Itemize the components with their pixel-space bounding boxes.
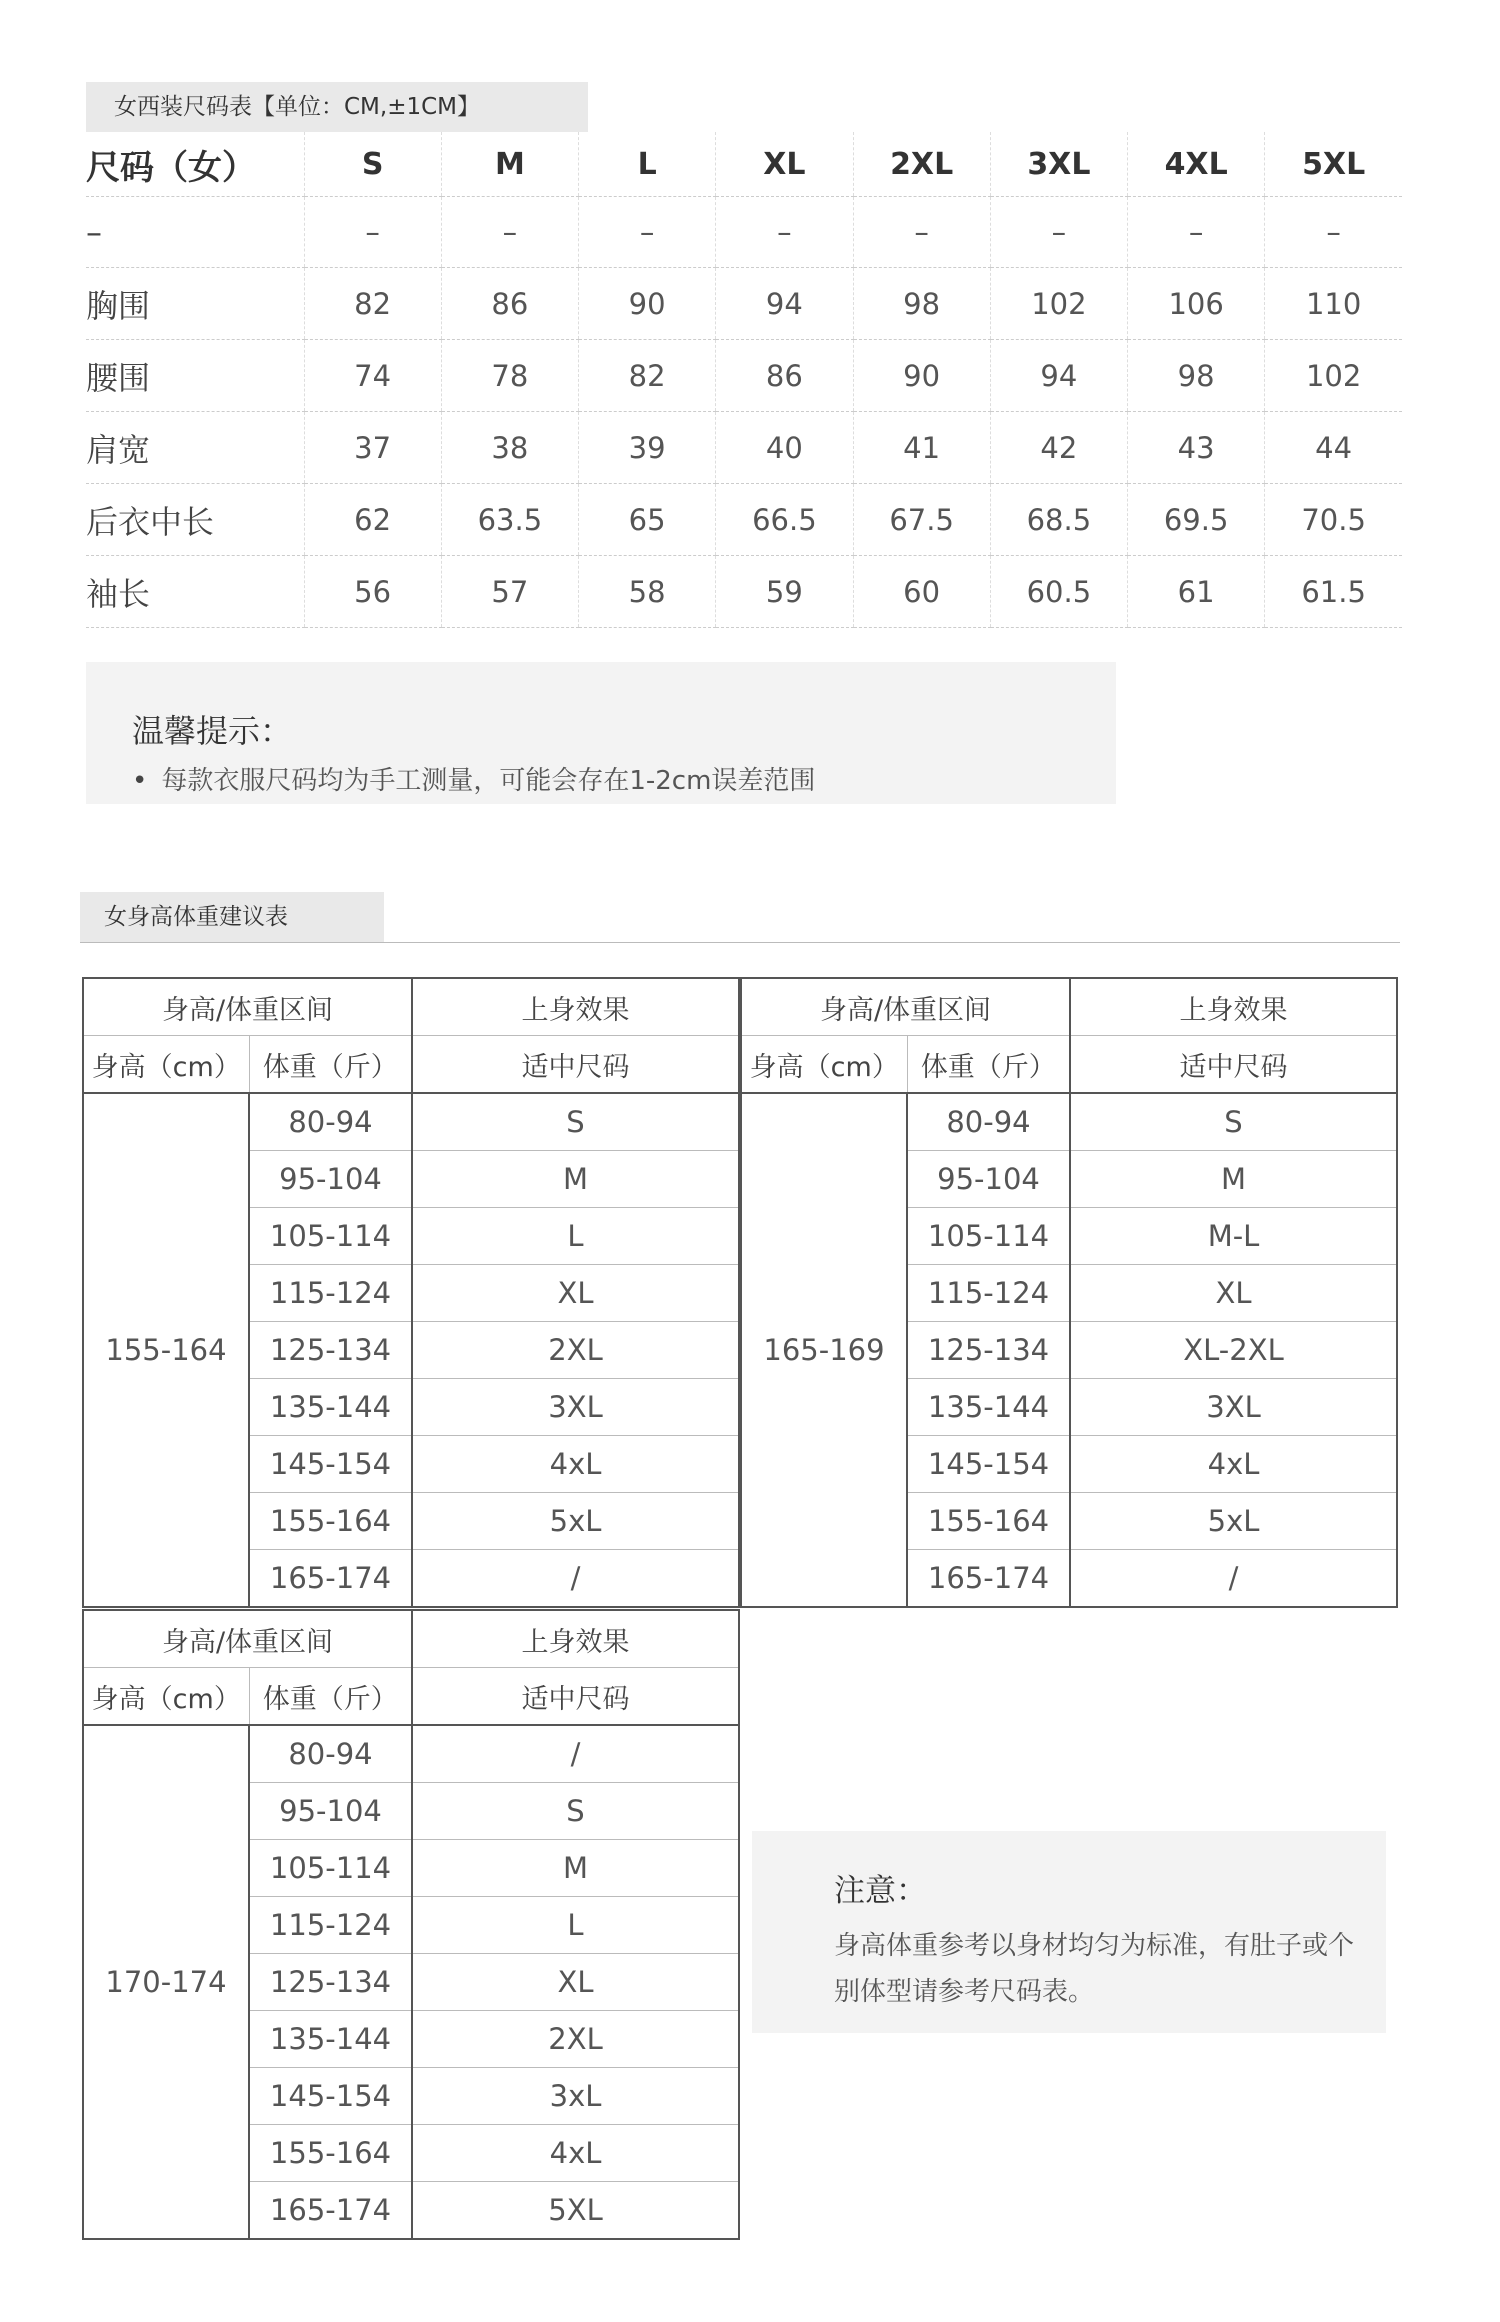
measurement-value: 90: [579, 268, 716, 340]
measurement-value: 56: [304, 556, 441, 628]
size-cell: 5XL: [412, 2182, 739, 2240]
size-cell: XL: [412, 1954, 739, 2011]
weight-range-cell: 80-94: [907, 1093, 1070, 1151]
measurement-value: 60.5: [990, 556, 1127, 628]
section-divider: [80, 942, 1400, 943]
dash-cell: –: [853, 197, 990, 268]
weight-range-cell: 135-144: [249, 2011, 412, 2068]
measurement-value: 102: [1265, 340, 1402, 412]
height-range-cell: 170-174: [83, 1725, 249, 2239]
tip-title: 温馨提示：: [132, 712, 293, 750]
height-header: 身高（cm）: [741, 1036, 907, 1094]
weight-range-cell: 125-134: [907, 1322, 1070, 1379]
measurement-label: 腰围: [86, 340, 304, 412]
height-header: 身高（cm）: [83, 1036, 249, 1094]
measurement-value: 94: [990, 340, 1127, 412]
size-cell: 4xL: [412, 2125, 739, 2182]
size-header-cell: 2XL: [853, 132, 990, 197]
height-header: 身高（cm）: [83, 1668, 249, 1726]
size-cell: /: [412, 1550, 739, 1608]
effect-header: 上身效果: [1070, 978, 1397, 1036]
weight-header: 体重（斤）: [907, 1036, 1070, 1094]
weight-range-cell: 95-104: [249, 1151, 412, 1208]
weight-header: 体重（斤）: [249, 1668, 412, 1726]
recommend-table: [740, 977, 1398, 1608]
measurement-value: 65: [579, 484, 716, 556]
measurement-value: 60: [853, 556, 990, 628]
weight-range-cell: 135-144: [249, 1379, 412, 1436]
dash-cell: –: [579, 197, 716, 268]
measurement-value: 68.5: [990, 484, 1127, 556]
weight-range-cell: 145-154: [249, 1436, 412, 1493]
dash-cell: –: [1265, 197, 1402, 268]
size-cell: 3xL: [412, 2068, 739, 2125]
measurement-row: [86, 412, 1402, 484]
measurement-value: 82: [304, 268, 441, 340]
dash-cell: –: [86, 197, 304, 268]
measurement-value: 67.5: [853, 484, 990, 556]
measurement-value: 62: [304, 484, 441, 556]
size-chart-title: 女西装尺码表【单位：CM,±1CM】: [86, 82, 588, 132]
note-box: [752, 1831, 1386, 2033]
bullet-icon: •: [132, 766, 148, 796]
size-cell: M-L: [1070, 1208, 1397, 1265]
weight-range-cell: 155-164: [249, 1493, 412, 1550]
size-cell: 5xL: [412, 1493, 739, 1550]
weight-range-cell: 105-114: [907, 1208, 1070, 1265]
size-cell: M: [412, 1151, 739, 1208]
measurement-value: 63.5: [441, 484, 578, 556]
measurement-value: 86: [441, 268, 578, 340]
weight-range-cell: 145-154: [249, 2068, 412, 2125]
measurement-label: 后衣中长: [86, 484, 304, 556]
weight-range-cell: 105-114: [249, 1208, 412, 1265]
size-header: 适中尺码: [412, 1668, 739, 1726]
size-cell: 4xL: [412, 1436, 739, 1493]
weight-header: 体重（斤）: [249, 1036, 412, 1094]
size-cell: 3XL: [412, 1379, 739, 1436]
measurement-value: 98: [853, 268, 990, 340]
measurement-value: 74: [304, 340, 441, 412]
measurement-value: 57: [441, 556, 578, 628]
effect-header: 上身效果: [412, 1610, 739, 1668]
note-text: 身高体重参考以身材均匀为标准，有肚子或个别体型请参考尺码表。: [834, 1931, 1355, 2007]
measurement-value: 94: [716, 268, 853, 340]
weight-range-cell: 165-174: [249, 2182, 412, 2240]
weight-range-cell: 80-94: [249, 1725, 412, 1783]
weight-range-cell: 135-144: [907, 1379, 1070, 1436]
measurement-value: 61: [1128, 556, 1265, 628]
size-cell: 5xL: [1070, 1493, 1397, 1550]
recommend-row: [83, 1093, 739, 1151]
range-header: 身高/体重区间: [741, 978, 1070, 1036]
tip-text: 每款衣服尺码均为手工测量，可能会存在1-2cm误差范围: [161, 766, 816, 796]
measurement-value: 98: [1128, 340, 1265, 412]
effect-header: 上身效果: [412, 978, 739, 1036]
weight-range-cell: 125-134: [249, 1322, 412, 1379]
measurement-value: 78: [441, 340, 578, 412]
measurement-label: 袖长: [86, 556, 304, 628]
size-header-cell: 4XL: [1128, 132, 1265, 197]
measurement-row: [86, 484, 1402, 556]
weight-range-cell: 95-104: [907, 1151, 1070, 1208]
measurement-value: 59: [716, 556, 853, 628]
measurement-row: [86, 268, 1402, 340]
measurement-value: 43: [1128, 412, 1265, 484]
weight-range-cell: 115-124: [907, 1265, 1070, 1322]
measurement-value: 58: [579, 556, 716, 628]
size-cell: S: [412, 1093, 739, 1151]
measurement-label: 胸围: [86, 268, 304, 340]
range-header: 身高/体重区间: [83, 1610, 412, 1668]
measurement-value: 42: [990, 412, 1127, 484]
measurement-value: 102: [990, 268, 1127, 340]
weight-range-cell: 115-124: [249, 1897, 412, 1954]
dash-cell: –: [1128, 197, 1265, 268]
size-cell: 2XL: [412, 1322, 739, 1379]
measurement-value: 41: [853, 412, 990, 484]
dash-cell: –: [304, 197, 441, 268]
recommend-title: 女身高体重建议表: [80, 892, 384, 942]
recommend-row: [83, 1725, 739, 1783]
tip-box: [86, 662, 1116, 804]
size-header-cell: XL: [716, 132, 853, 197]
size-cell: L: [412, 1897, 739, 1954]
measurement-value: 38: [441, 412, 578, 484]
size-cell: M: [1070, 1151, 1397, 1208]
size-header-cell: L: [579, 132, 716, 197]
measurement-row: [86, 340, 1402, 412]
measurement-value: 66.5: [716, 484, 853, 556]
dash-row: [86, 197, 1402, 268]
dash-cell: –: [990, 197, 1127, 268]
size-cell: /: [412, 1725, 739, 1783]
weight-range-cell: 125-134: [249, 1954, 412, 2011]
weight-range-cell: 165-174: [249, 1550, 412, 1608]
size-header-cell: S: [304, 132, 441, 197]
size-cell: XL: [1070, 1265, 1397, 1322]
range-header: 身高/体重区间: [83, 978, 412, 1036]
size-cell: 2XL: [412, 2011, 739, 2068]
measurement-value: 37: [304, 412, 441, 484]
size-header-label: 尺码（女）: [86, 132, 304, 197]
size-header-cell: M: [441, 132, 578, 197]
size-cell: XL-2XL: [1070, 1322, 1397, 1379]
size-header: 适中尺码: [1070, 1036, 1397, 1094]
tip-line: [132, 760, 815, 797]
size-chart-table: [86, 132, 1402, 628]
measurement-label: 肩宽: [86, 412, 304, 484]
size-cell: L: [412, 1208, 739, 1265]
measurement-value: 44: [1265, 412, 1402, 484]
measurement-value: 61.5: [1265, 556, 1402, 628]
weight-range-cell: 165-174: [907, 1550, 1070, 1608]
recommend-table: [82, 977, 740, 1608]
size-cell: 3XL: [1070, 1379, 1397, 1436]
weight-range-cell: 80-94: [249, 1093, 412, 1151]
measurement-value: 110: [1265, 268, 1402, 340]
measurement-value: 40: [716, 412, 853, 484]
size-cell: 4xL: [1070, 1436, 1397, 1493]
measurement-value: 106: [1128, 268, 1265, 340]
weight-range-cell: 95-104: [249, 1783, 412, 1840]
size-cell: S: [412, 1783, 739, 1840]
weight-range-cell: 155-164: [907, 1493, 1070, 1550]
weight-range-cell: 115-124: [249, 1265, 412, 1322]
size-header: 适中尺码: [412, 1036, 739, 1094]
size-header-row: [86, 132, 1402, 197]
size-header-cell: 5XL: [1265, 132, 1402, 197]
size-cell: S: [1070, 1093, 1397, 1151]
recommend-row: [741, 1093, 1397, 1151]
note-title: 注意：: [834, 1873, 927, 1909]
measurement-row: [86, 556, 1402, 628]
measurement-value: 70.5: [1265, 484, 1402, 556]
weight-range-cell: 145-154: [907, 1436, 1070, 1493]
weight-range-cell: 155-164: [249, 2125, 412, 2182]
size-cell: M: [412, 1840, 739, 1897]
recommend-table: [82, 1609, 740, 2240]
measurement-value: 86: [716, 340, 853, 412]
size-header-cell: 3XL: [990, 132, 1127, 197]
size-cell: XL: [412, 1265, 739, 1322]
height-range-cell: 155-164: [83, 1093, 249, 1607]
measurement-value: 82: [579, 340, 716, 412]
measurement-value: 90: [853, 340, 990, 412]
dash-cell: –: [716, 197, 853, 268]
weight-range-cell: 105-114: [249, 1840, 412, 1897]
measurement-value: 39: [579, 412, 716, 484]
size-cell: /: [1070, 1550, 1397, 1608]
dash-cell: –: [441, 197, 578, 268]
height-range-cell: 165-169: [741, 1093, 907, 1607]
measurement-value: 69.5: [1128, 484, 1265, 556]
